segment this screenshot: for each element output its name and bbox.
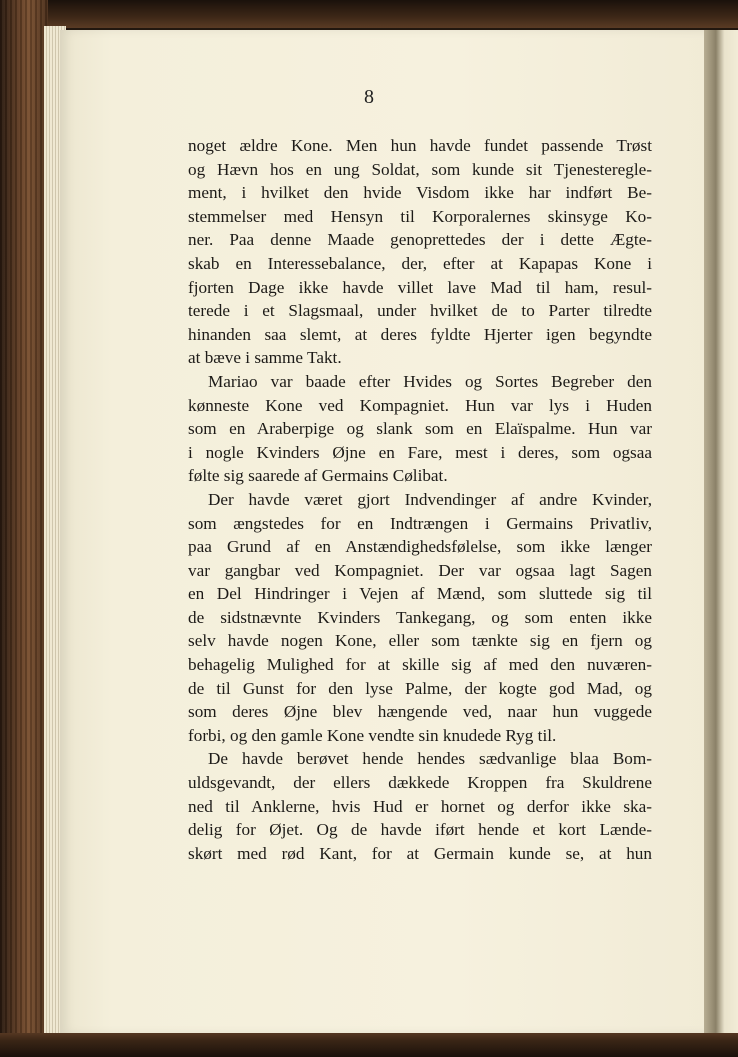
text-line: i nogle Kvinders Øjne en Fare, mest i deres, som ogsaa <box>188 442 652 462</box>
text-line: ned til Anklerne, hvis Hud er hornet og derfor ikke ska- <box>188 796 652 816</box>
body-text <box>188 134 652 865</box>
page-gutter-right <box>704 30 738 1034</box>
text-line: terede i et Slagsmaal, under hvilket de to Parter tilredte <box>188 301 652 321</box>
text-line: ment, i hvilket den hvide Visdom ikke har indført Be- <box>188 183 652 203</box>
text-line: paa Grund af en Anstændighedsfølelse, som ikke længer <box>188 537 652 557</box>
text-line: selv havde nogen Kone, eller som tænkte sig en fjern og <box>188 631 652 651</box>
text-line: hinanden saa slemt, at deres fyldte Hjerter igen begyndte <box>188 324 652 344</box>
text-line: ner. Paa denne Maade genoprettedes der i dette Ægte- <box>188 230 652 250</box>
text-line: som en Araberpige og slank som en Elaïspalme. Hun var <box>188 419 652 439</box>
text-line: De havde berøvet hende hendes sædvanlige blaa Bom- <box>208 749 652 769</box>
book-cover-bottom-edge <box>0 1033 738 1057</box>
text-line: skab en Interessebalance, der, efter at Kapapas Kone i <box>188 253 652 273</box>
text-line: som deres Øjne blev hængende ved, naar hun vuggede <box>188 702 652 722</box>
text-line: følte sig saarede af Germains Cølibat. <box>188 466 448 486</box>
book-cover-top-edge <box>0 0 738 28</box>
text-line: delig for Øjet. Og de havde iført hende et kort Lænde- <box>188 820 652 840</box>
text-line: fjorten Dage ikke havde villet lave Mad til ham, resul- <box>188 277 652 297</box>
text-line: kønneste Kone ved Kompagniet. Hun var lys i Huden <box>188 395 652 415</box>
text-line: som ængstedes for en Indtrængen i Germains Privatliv, <box>188 513 652 533</box>
page-number: 8 <box>364 86 374 108</box>
book-spine-binding <box>0 0 48 1057</box>
text-line: noget ældre Kone. Men hun havde fundet passende Trøst <box>188 136 652 155</box>
text-line: og Hævn hos en ung Soldat, som kunde sit Tjenesteregle- <box>188 159 652 179</box>
text-line: forbi, og den gamle Kone vendte sin knudede Ryg til. <box>188 725 557 745</box>
text-line: uldsgevandt, der ellers dækkede Kroppen fra Skuldrene <box>188 773 652 793</box>
text-line: var gangbar ved Kompagniet. Der var ogsaa lagt Sagen <box>188 560 652 580</box>
text-line: at bæve i samme Takt. <box>188 348 342 368</box>
text-line: skørt med rød Kant, for at Germain kunde se, at hun <box>188 843 652 863</box>
text-line: Mariao var baade efter Hvides og Sortes Begreber den <box>208 371 652 391</box>
text-line: behagelig Mulighed for at skille sig af med den nuværen- <box>188 655 652 675</box>
text-line: Der havde været gjort Indvendinger af andre Kvinder, <box>208 489 652 509</box>
text-line: stemmelser med Hensyn til Korporalernes skinsyge Ko- <box>188 206 652 226</box>
text-line: en Del Hindringer i Vejen af Mænd, som sluttede sig til <box>188 584 652 604</box>
text-line: de sidstnævnte Kvinders Tankegang, og som enten ikke <box>188 607 652 627</box>
text-line: de til Gunst for den lyse Palme, der kogte god Mad, og <box>188 678 652 698</box>
